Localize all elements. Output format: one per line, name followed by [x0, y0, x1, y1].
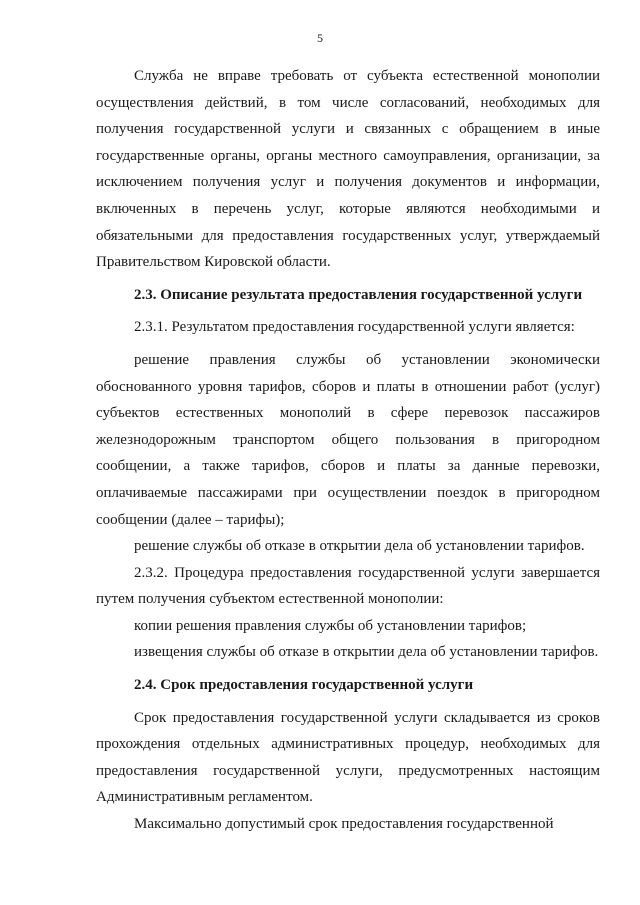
paragraph-decision-copy: копии решения правления службы об установлении тарифов; [134, 617, 527, 634]
paragraph-result-refusal: решение службы об отказе в открытии дела об установлении тарифов. [134, 538, 585, 555]
paragraph-max-term: Максимально допустимый срок предоставления государственной [134, 816, 554, 833]
section-heading-2-3: 2.3. Описание результата предоставления государственной услуги [134, 286, 583, 303]
paragraph-2-3-1: 2.3.1. Результатом предоставления государственной услуги является: [134, 319, 575, 336]
section-heading-2-4: 2.4. Срок предоставления государственной услуги [134, 677, 474, 694]
document-body [96, 63, 600, 838]
page-number: 5 [317, 31, 323, 45]
paragraph-term-composition: Срок предоставления государственной услуги складывается из сроков прохождения отдельных административных процедур, необходимых для предоставления государственной услуги, предусмотренных настоящим Административным регламентом. [96, 709, 600, 806]
paragraph-2-3-2: 2.3.2. Процедура предоставления государственной услуги завершается путем получения субъектом естественной монополии: [96, 564, 600, 608]
paragraph-refusal-notice: извещения службы об отказе в открытии дела об установлении тарифов. [134, 644, 599, 661]
paragraph-restriction: Служба не вправе требовать от субъекта естественной монополии осуществления действий, в том числе согласований, необходимых для получения государственной услуги и связанных с обращением в иные государственные органы, органы местного самоуправления, организации, за исключением получения услуг и получения документов и информации, включенных в перечень услуг, которые являются необходимыми и обязательными для предоставления государственных услуг, утверждаемый Правительством Кировской области. [96, 68, 600, 271]
paragraph-result-decision: решение правления службы об установлении экономически обоснованного уровня тарифов, сборов и платы в отношении работ (услуг) субъектов естественных монополий в сфере перевозок пассажиров железнодорожным транспортом общего пользования в пригородном сообщении, а также тарифов, сборов и платы за данные перевозки, оплачиваемые пассажирами при осуществлении поездок в пригородном сообщении (далее – тарифы); [96, 351, 600, 528]
